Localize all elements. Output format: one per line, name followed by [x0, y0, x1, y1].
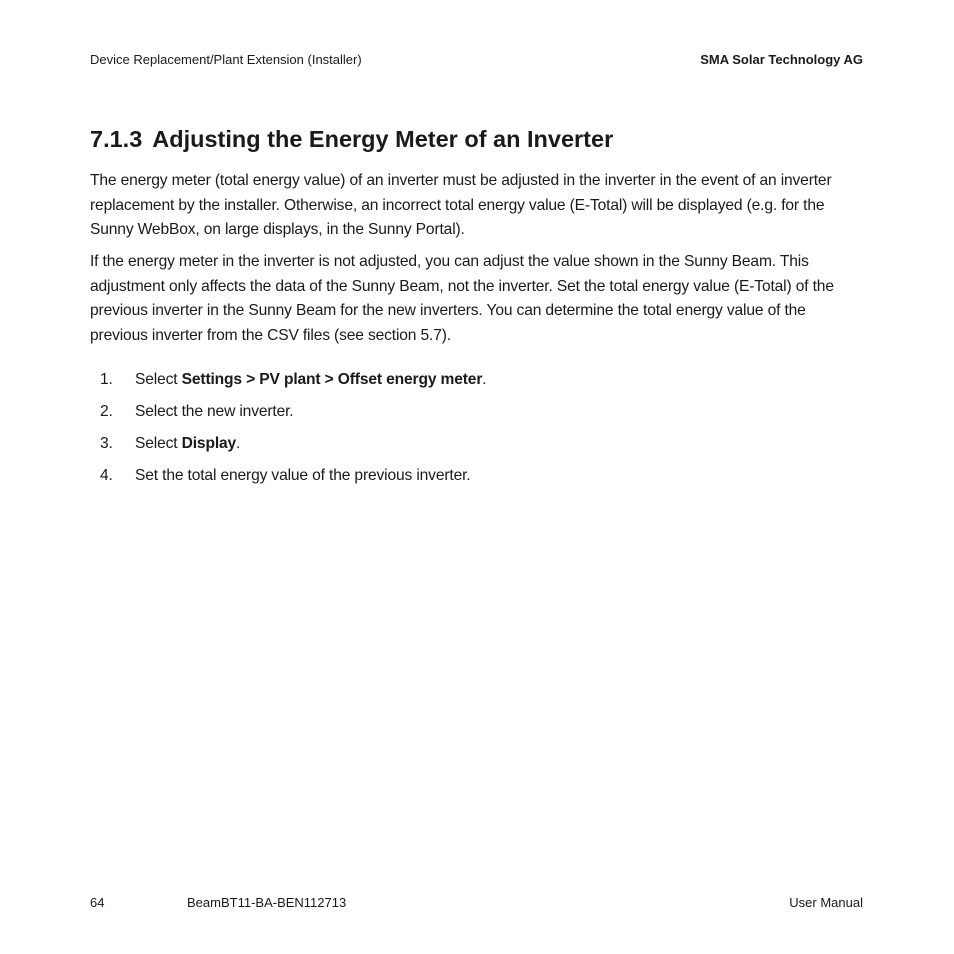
document-type: User Manual: [789, 895, 863, 910]
paragraph-intro: The energy meter (total energy value) of an inverter must be adjusted in the inverter in the event of an inverter replacement by the installer. Otherwise, an incorrect total energy value (E-Total) will be displayed (e.g. for the Sunny WebBox, on large displays, in the Sunny Portal).: [90, 172, 832, 238]
step-item: [90, 400, 865, 432]
header-doc-section: Device Replacement/Plant Extension (Installer): [90, 52, 362, 67]
step-text-before: Select: [135, 371, 182, 388]
step-item: [90, 432, 865, 464]
step-text: [135, 368, 486, 392]
step-text-before: Select the new inverter.: [135, 403, 294, 420]
step-number: 3.: [100, 435, 113, 452]
step-text: [135, 432, 240, 456]
section-title: [90, 126, 613, 153]
step-text-after: .: [236, 435, 241, 452]
step-text: [135, 400, 294, 424]
section-title-text: Adjusting the Energy Meter of an Inverter: [152, 126, 614, 152]
step-list: [90, 368, 865, 496]
display-label: Display: [181, 435, 237, 452]
step-number: 2.: [100, 403, 113, 420]
step-number: 4.: [100, 467, 113, 484]
section-number: 7.1.3: [90, 126, 143, 152]
step-text-before: Select: [135, 435, 182, 452]
step-text: [135, 464, 470, 488]
step-item: [90, 368, 865, 400]
document-code: BeamBT11-BA-BEN112713: [187, 895, 347, 910]
paragraph-alternative: If the energy meter in the inverter is not adjusted, you can adjust the value shown in the Sunny Beam. This adjustment only affects the data of the Sunny Beam, not the inverter. Set the total energy value (E-Total) of the previous inverter in the Sunny Beam for the new inverters. You can determine the total energy value of the previous inverter from the CSV files (see section 5.7).: [90, 253, 834, 344]
step-item: [90, 464, 865, 496]
menu-path: Settings > PV plant > Offset energy meter: [181, 371, 483, 388]
step-number: 1.: [100, 371, 113, 388]
header-company: SMA Solar Technology AG: [700, 52, 863, 67]
step-text-after: .: [482, 371, 487, 388]
step-text-before: Set the total energy value of the previous inverter.: [135, 467, 471, 484]
page-number: 64: [90, 895, 105, 910]
